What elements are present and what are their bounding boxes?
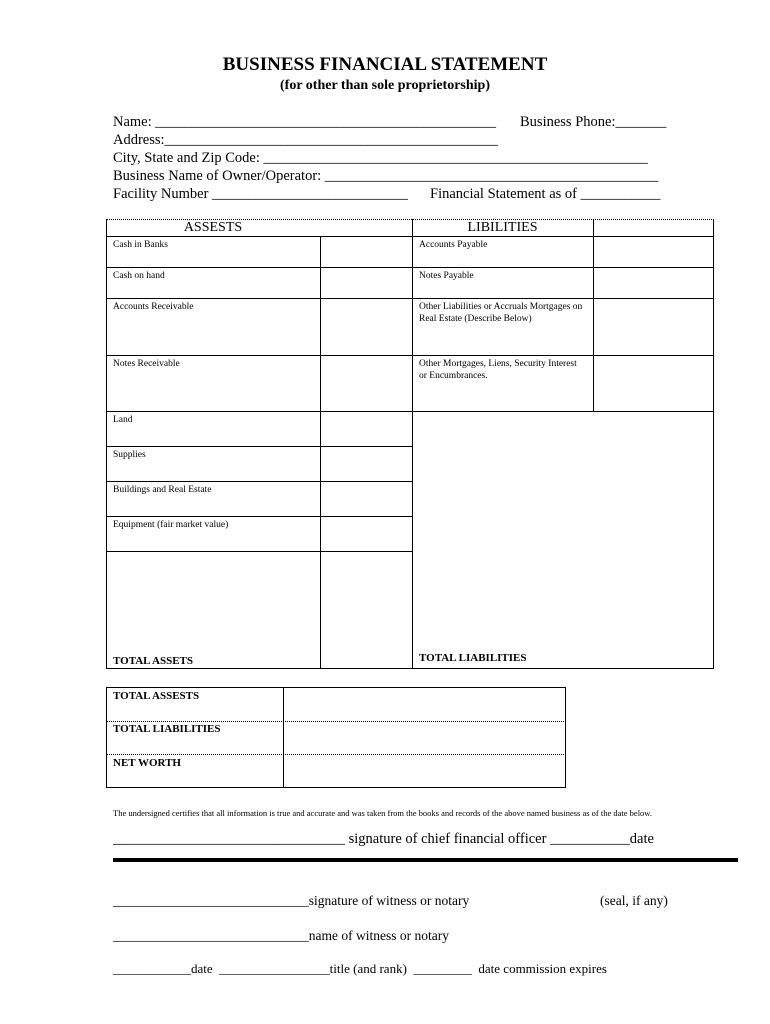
facility-number-field[interactable]: Facility Number ___________________________: [113, 186, 408, 202]
liabilities-header: LIBILITIES: [467, 220, 538, 235]
liability-value-cell[interactable]: [594, 356, 713, 411]
summary-total-liabilities: TOTAL LIABILITIES: [113, 723, 221, 735]
date-title-line[interactable]: ____________date _________________title (and rank) _________ date commission expires: [113, 961, 607, 976]
document-subtitle: (for other than sole proprietorship): [280, 78, 490, 93]
asset-label: Notes Receivable: [113, 359, 180, 369]
asset-label: Land: [113, 415, 133, 425]
asset-value-cell[interactable]: [321, 412, 412, 446]
divider: [113, 858, 738, 862]
asset-value-cell[interactable]: [321, 517, 412, 551]
address-field[interactable]: Address:______________________________________________: [113, 132, 499, 148]
asset-label: Cash in Banks: [113, 240, 168, 250]
summary-value-cell[interactable]: [284, 755, 565, 787]
liability-label: Other Mortgages, Liens, Security Interest or Encumbrances.: [419, 359, 577, 381]
liability-label: Notes Payable: [419, 271, 474, 281]
asset-label: Cash on hand: [113, 271, 165, 281]
summary-value-cell[interactable]: [284, 688, 565, 721]
statement-date-field[interactable]: Financial Statement as of ___________: [430, 186, 661, 202]
asset-value-cell[interactable]: [321, 447, 412, 481]
assets-header: ASSESTS: [183, 220, 243, 235]
total-assets-label: TOTAL ASSETS: [113, 655, 194, 667]
asset-value-cell[interactable]: [321, 268, 412, 298]
seal-label: (seal, if any): [600, 893, 668, 908]
document-title: BUSINESS FINANCIAL STATEMENT: [222, 54, 548, 75]
summary-net-worth: NET WORTH: [113, 757, 181, 769]
liability-value-cell[interactable]: [594, 237, 713, 267]
summary-total-assets: TOTAL ASSESTS: [113, 690, 200, 702]
witness-signature-line[interactable]: _____________________________signature of witness or notary: [113, 893, 470, 908]
witness-name-line[interactable]: _____________________________name of witness or notary: [113, 928, 449, 943]
business-name-field[interactable]: Business Name of Owner/Operator: ______________________________________________: [113, 168, 659, 184]
liability-label: Other Liabilities or Accruals Mortgages on Real Estate (Describe Below): [419, 302, 583, 324]
asset-label: Buildings and Real Estate: [113, 485, 212, 495]
name-field[interactable]: Name: _______________________________________________: [113, 114, 497, 130]
total-liabilities-label: TOTAL LIABILITIES: [419, 652, 527, 664]
asset-label: Equipment (fair market value): [113, 520, 229, 530]
city-state-zip-field[interactable]: City, State and Zip Code: _____________________________________________________: [113, 150, 648, 166]
certification-text: The undersigned certifies that all information is true and accurate and was taken from the books and records of the above named business as of the date below.: [113, 808, 653, 818]
asset-value-cell[interactable]: [321, 482, 412, 516]
liability-label: Accounts Payable: [419, 240, 488, 250]
asset-value-cell[interactable]: [321, 237, 412, 267]
business-phone-field[interactable]: Business Phone:_______: [520, 114, 667, 130]
summary-value-cell[interactable]: [284, 722, 565, 754]
asset-label: Supplies: [113, 450, 146, 460]
asset-value-cell[interactable]: [321, 356, 412, 411]
asset-label: Accounts Receivable: [113, 302, 194, 312]
liability-value-cell[interactable]: [594, 299, 713, 355]
cfo-signature-line[interactable]: ________________________________ signature of chief financial officer ___________date: [113, 831, 654, 847]
liability-value-cell[interactable]: [594, 268, 713, 298]
asset-value-cell[interactable]: [321, 299, 412, 355]
